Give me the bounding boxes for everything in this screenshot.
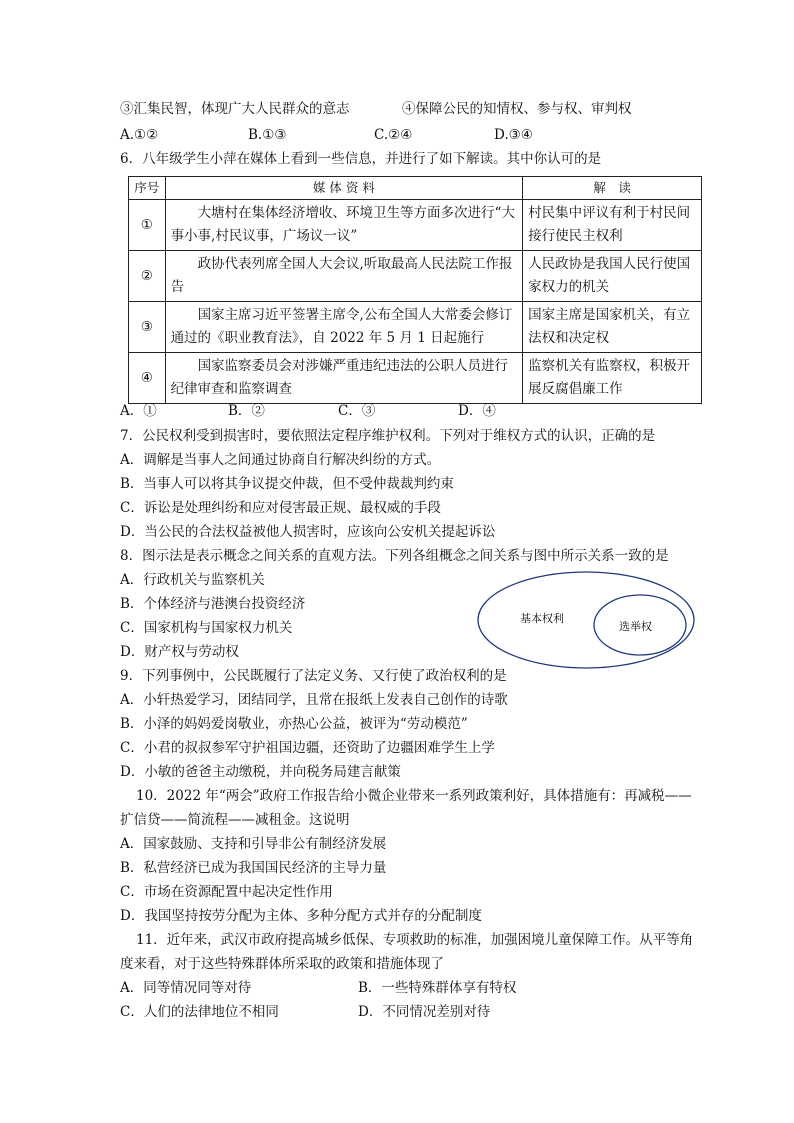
q6-stem: 6．八年级学生小萍在媒体上看到一些信息，并进行了如下解读。其中你认可的是 [120,151,602,167]
table-row [129,251,702,302]
row-number: ③ [129,302,166,353]
q11-stem-line1: 11．近年来，武汉市政府提高城乡低保、专项救助的标准，加强困境儿童保障工作。从平等角 [136,932,694,948]
q11-option-a[interactable]: A．同等情况同等对待 [120,980,252,996]
q6-option-c[interactable]: C．③ [338,403,376,419]
header-number: 序号 [129,177,166,200]
q7-stem: 7．公民权利受到损害时，要依照法定程序维护权利。下列对于维权方式的认识，正确的是 [120,428,656,444]
row-media: 大塘村在集体经济增收、环境卫生等方面多次进行“大事小事,村民议事，广场议一议” [165,200,523,251]
q8-venn-diagram [476,570,696,670]
outer-ellipse [478,572,694,668]
q6-media-table [128,176,702,404]
q8-option-d[interactable]: D．财产权与劳动权 [120,644,239,660]
table-header-row [129,177,702,200]
q8-stem: 8．图示法是表示概念之间关系的直观方法。下列各组概念之间关系与图中所示关系一致的是 [120,548,669,564]
q7-option-c[interactable]: C．诉讼是处理纠纷和应对侵害最正规、最权威的手段 [120,500,441,516]
q11-option-b[interactable]: B．一些特殊群体享有特权 [358,980,517,996]
q6-option-b[interactable]: B．② [228,403,265,419]
row-number: ① [129,200,166,251]
row-number: ④ [129,353,166,404]
q9-option-b[interactable]: B．小泽的妈妈爱岗敬业，亦热心公益，被评为“劳动模范” [120,716,468,732]
q9-option-c[interactable]: C．小君的叔叔参军守护祖国边疆，还资助了边疆困难学生上学 [120,740,495,756]
q7-option-d[interactable]: D．当公民的合法权益被他人损害时，应该向公安机关提起诉讼 [120,524,496,540]
q8-option-b[interactable]: B．个体经济与港澳台投资经济 [120,596,306,612]
q5-statement-3: ③汇集民智，体现广大人民群众的意志 [120,101,350,117]
q5-option-d[interactable]: D.③④ [494,127,533,143]
row-interpretation: 村民集中评议有利于村民间接行使民主权利 [523,200,702,251]
q10-option-b[interactable]: B．私营经济已成为我国国民经济的主导力量 [120,860,387,876]
row-interpretation: 人民政协是我国人民行使国家权力的机关 [523,251,702,302]
q10-option-c[interactable]: C．市场在资源配置中起决定性作用 [120,884,333,900]
q10-option-a[interactable]: A．国家鼓励、支持和引导非公有制经济发展 [120,836,387,852]
row-number: ② [129,251,166,302]
q11-option-d[interactable]: D．不同情况差别对待 [358,1004,491,1020]
q11-option-c[interactable]: C．人们的法律地位不相同 [120,1004,279,1020]
row-media: 国家主席习近平签署主席令,公布全国人大常委会修订通过的《职业教育法》，自 2022 年 5 月 1 日起施行 [165,302,523,353]
q5-option-b[interactable]: B.①③ [248,127,287,143]
q8-option-a[interactable]: A．行政机关与监察机关 [120,572,265,588]
row-media: 政协代表列席全国人大会议,听取最高人民法院工作报告 [165,251,523,302]
q5-statement-4: ④保障公民的知情权、参与权、审判权 [402,101,632,117]
table-row [129,353,702,404]
q10-stem-line2: 扩信贷——简流程——减租金。这说明 [120,812,350,828]
table-row [129,200,702,251]
row-interpretation: 监察机关有监察权，积极开展反腐倡廉工作 [523,353,702,404]
q9-option-a[interactable]: A．小轩热爱学习，团结同学，且常在报纸上发表自己创作的诗歌 [120,692,508,708]
q6-option-a[interactable]: A．① [120,403,157,419]
q5-option-c[interactable]: C.②④ [374,127,413,143]
q8-option-c[interactable]: C．国家机构与国家权力机关 [120,620,293,636]
q10-stem-line1: 10．2022 年“两会”政府工作报告给小微企业带来一系列政策利好，具体措施有：再减税—— [136,788,692,804]
q5-option-a[interactable]: A.①② [120,127,159,143]
q9-option-d[interactable]: D．小敏的爸爸主动缴税，并向税务局建言献策 [120,764,401,780]
header-interpretation: 解 读 [523,177,702,200]
q10-option-d[interactable]: D．我国坚持按劳分配为主体、多种分配方式并存的分配制度 [120,908,482,924]
q9-stem: 9．下列事例中，公民既履行了法定义务、又行使了政治权利的是 [120,668,507,684]
row-media: 国家监察委员会对涉嫌严重违纪违法的公职人员进行纪律审查和监察调查 [165,353,523,404]
header-media: 媒 体 资 料 [165,177,523,200]
inner-label: 选举权 [619,620,652,633]
table-row [129,302,702,353]
row-interpretation: 国家主席是国家机关，有立法权和决定权 [523,302,702,353]
q7-option-b[interactable]: B．当事人可以将其争议提交仲裁，但不受仲裁裁判约束 [120,476,454,492]
q7-option-a[interactable]: A．调解是当事人之间通过协商自行解决纠纷的方式。 [120,452,441,468]
q11-stem-line2: 度来看，对于这些特殊群体所采取的政策和措施体现了 [120,956,444,972]
outer-label: 基本权利 [520,612,564,625]
q6-option-d[interactable]: D．④ [458,403,496,419]
